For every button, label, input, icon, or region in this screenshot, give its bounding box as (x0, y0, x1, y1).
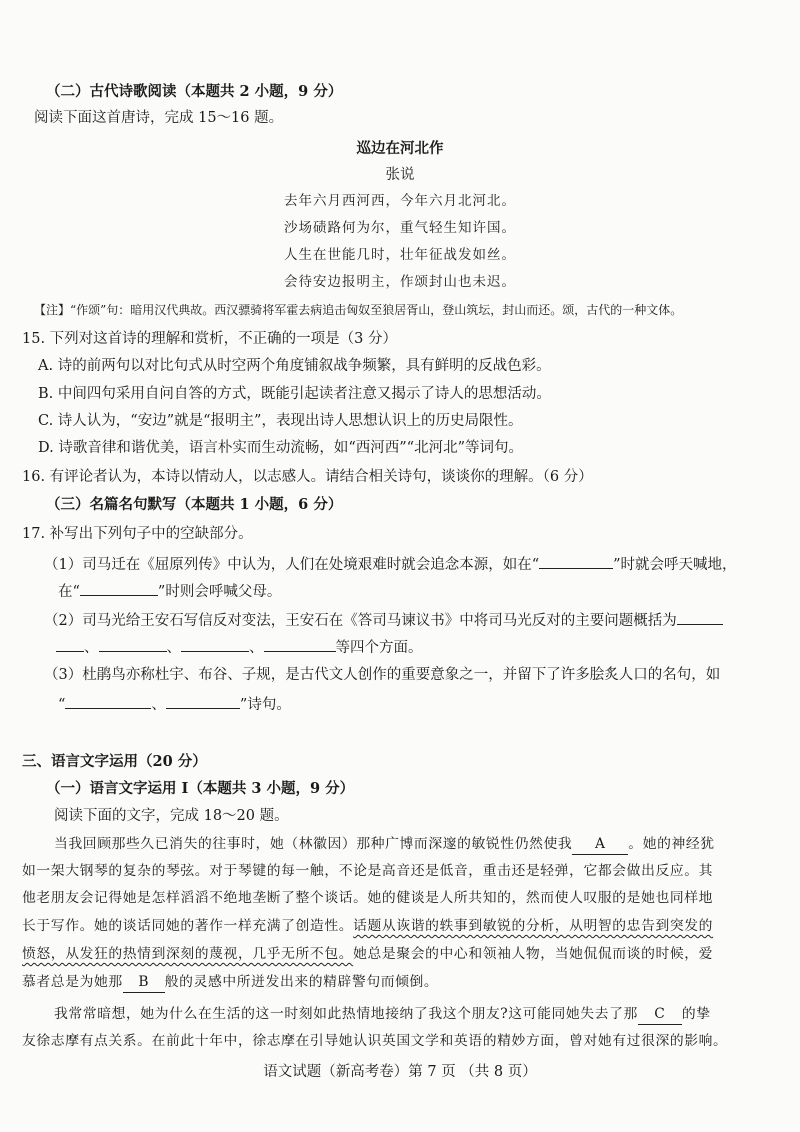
answer-blank-6[interactable] (264, 636, 336, 652)
wavy-underlined-sentence: 愤怒，从发狂的热情到深刻的蔑视，几乎无所不包。 (22, 946, 354, 962)
poem-line: 人生在世能几时，壮年征战发如丝。 (284, 247, 516, 263)
q17-stem: 17. 补写出下列句子中的空缺部分。 (22, 526, 253, 542)
separator: 、 (84, 640, 99, 656)
part3-instruction: 阅读下面的文字，完成 18～20 题。 (54, 808, 289, 824)
answer-blank-4[interactable] (99, 636, 167, 652)
passage-text: 我常常暗想，她为什么在生活的这一时刻如此热情地接纳了我这个朋友?这可能同她失去了那 (54, 1006, 638, 1022)
q17-p2-end: 等四个方面。 (335, 640, 423, 656)
q17-part3-line1: （3）杜鹃鸟亦称杜宇、布谷、子规，是古代文人创作的重要意象之一，并留下了许多脍炙人口的名句，如 (44, 667, 721, 683)
passage-text: 。她的神经犹 (628, 836, 715, 852)
wavy-underlined-sentence: 话题从诙谐的轶事到敏锐的分析，从明智的忠告到突发的 (353, 918, 714, 934)
passage-line-4 (22, 916, 713, 936)
q15-stem: 15. 下列对这首诗的理解和赏析，不正确的一项是（3 分） (22, 331, 398, 347)
blank-a[interactable]: A (572, 834, 628, 855)
poem-note: 【注】“作颂”句：暗用汉代典故。西汉骠骑将军霍去病追击匈奴至狼居胥山，登山筑坛，封山而还。颂，古代的一种文体。 (34, 303, 683, 317)
section-dictation-heading: （三）名篇名句默写（本题共 1 小题，6 分） (46, 496, 343, 513)
q17-p1-text-c: 在“ (58, 584, 80, 600)
passage-line-6 (22, 972, 438, 993)
separator: 、 (166, 640, 181, 656)
part3-heading: 三、语言文字运用（20 分） (22, 753, 207, 770)
passage-line-1 (54, 834, 715, 855)
q17-p3-close: ”诗句。 (239, 697, 291, 713)
q15-option-a: A. 诗的前两句以对比句式从时空两个角度铺叙战争频繁，具有鲜明的反战色彩。 (38, 358, 551, 374)
separator: 、 (151, 697, 166, 713)
passage-text: 长于写作。她的谈话同她的著作一样充满了创造性。 (22, 918, 354, 934)
q15-option-b: B. 中间四句采用自问自答的方式，既能引起读者注意又揭示了诗人的思想活动。 (38, 386, 551, 402)
q17-part1-line2 (58, 580, 281, 602)
answer-blank-3-cont[interactable] (56, 636, 84, 652)
passage-line-5 (22, 944, 713, 964)
poem-author: 张说 (385, 167, 415, 183)
q17-p1-text-d: ”时则会呼喊父母。 (157, 584, 282, 600)
q15-option-d: D. 诗歌音律和谐优美，语言朴实而生动流畅，如“西河西”“北河北”等词句。 (38, 440, 523, 456)
section-poetry-heading: （二）古代诗歌阅读（本题共 2 小题，9 分） (46, 83, 343, 100)
answer-blank-7[interactable] (65, 693, 151, 709)
blank-c[interactable]: C (638, 1004, 682, 1025)
poem-title: 巡边在河北作 (356, 140, 444, 157)
passage-text: 慕者总是为她那 (22, 974, 123, 990)
q17-part2-line1 (44, 609, 723, 631)
q15-option-c: C. 诗人认为，“安边”就是“报明主”，表现出诗人思想认识上的历史局限性。 (38, 413, 523, 429)
q17-p1-text-a: （1）司马迁在《屈原列传》中认为，人们在处境艰难时就会追念本源，如在“ (44, 557, 540, 573)
answer-blank-5[interactable] (181, 636, 249, 652)
answer-blank-2[interactable] (80, 580, 158, 596)
poem-line: 去年六月西河西，今年六月北河北。 (284, 193, 516, 209)
passage-text: 她总是聚会的中心和领袖人物，当她侃侃而谈的时候，爱 (353, 946, 714, 962)
passage-line-7 (54, 1004, 711, 1025)
q17-p2-text: （2）司马光给王安石写信反对变法，王安石在《答司马谏议书》中将司马光反对的主要问题概括为 (44, 613, 677, 629)
poem-line: 会待安边报明主，作颂封山也未迟。 (284, 274, 516, 290)
poetry-instruction: 阅读下面这首唐诗，完成 15～16 题。 (34, 110, 284, 126)
q16-stem: 16. 有评论者认为，本诗以情动人，以志感人。请结合相关诗句，谈谈你的理解。（6 分） (22, 469, 593, 485)
answer-blank-3[interactable] (677, 609, 723, 625)
passage-line-2: 如一架大钢琴的复杂的琴弦。对于琴键的每一触，不论是高音还是低音，重击还是轻弹，它都会做出反应。其 (22, 863, 714, 879)
passage-text: 当我回顾那些久已消失的往事时，她（林徽因）那种广博而深邃的敏锐性仍然使我 (54, 836, 573, 852)
q17-p1-text-b: ”时就会呼天喊地， (613, 557, 737, 573)
quote-open: “ (58, 697, 66, 713)
q17-part3-line2 (58, 693, 291, 715)
poem-line: 沙场碛路何为尔，重气轻生知许国。 (284, 220, 516, 236)
q17-part2-line2 (56, 636, 423, 658)
separator: 、 (249, 640, 264, 656)
page-footer: 语文试题（新高考卷）第 7 页 （共 8 页） (263, 1064, 537, 1080)
answer-blank-1[interactable] (539, 553, 613, 569)
answer-blank-8[interactable] (166, 693, 240, 709)
passage-line-3: 他老朋友会记得她是怎样滔滔不绝地垄断了整个谈话。她的健谈是人所共知的，然而使人叹服的是她也同样地 (22, 890, 714, 906)
passage-text: 的挚 (681, 1006, 711, 1022)
part3-sub-heading: （一）语言文字运用 I（本题共 3 小题，9 分） (46, 780, 355, 797)
passage-text: 般的灵感中所迸发出来的精辟警句而倾倒。 (164, 974, 439, 990)
blank-b[interactable]: B (123, 972, 165, 993)
passage-line-8: 友徐志摩有点关系。在前此十年中，徐志摩在引导她认识英国文学和英语的精妙方面，曾对她有过很深的影响。 (22, 1033, 728, 1049)
q17-part1-line1 (44, 553, 737, 575)
